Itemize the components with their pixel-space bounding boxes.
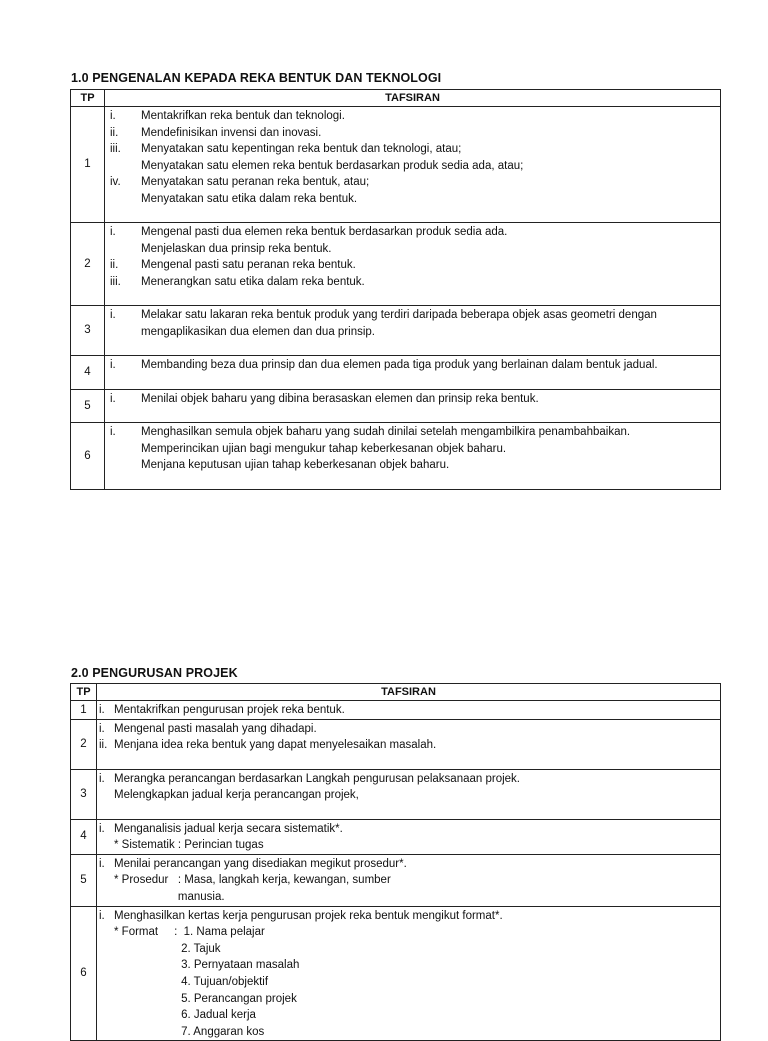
criterion-line: [97, 1024, 720, 1041]
header-tp: TP: [71, 90, 105, 107]
criterion-text: mengaplikasikan dua elemen dan dua prinsip.: [141, 325, 375, 338]
criterion-line: [97, 771, 720, 788]
table-row: [71, 769, 721, 819]
criterion-number: iii.: [110, 275, 121, 288]
criterion-text: Memperincikan ujian bagi mengukur tahap keberkesanan objek baharu.: [141, 442, 507, 455]
criterion-text: Melengkapkan jadual kerja perancangan projek,: [114, 789, 359, 802]
criterion-line: [105, 357, 720, 374]
table-row: [71, 819, 721, 854]
tafsiran-cell: [97, 701, 721, 720]
tp-level-cell: 6: [71, 423, 105, 490]
section1-title: 1.0 PENGENALAN KEPADA REKA BENTUK DAN TEKNOLOGI: [71, 71, 442, 85]
criterion-text: Menganalisis jadual kerja secara sistematik*.: [114, 822, 343, 835]
criterion-number: [97, 941, 114, 958]
criterion-number: ii.: [99, 739, 108, 752]
criterion-line: [97, 821, 720, 838]
tafsiran-cell: [105, 107, 721, 223]
header-tafsiran: TAFSIRAN: [97, 684, 721, 701]
section1-table: [70, 89, 721, 490]
criterion-number: [105, 324, 141, 341]
criterion-line: [97, 924, 720, 941]
criterion-line: [97, 941, 720, 958]
criterion-text: Mengenal pasti dua elemen reka bentuk berdasarkan produk sedia ada.: [141, 226, 508, 238]
criterion-line: [97, 856, 720, 873]
criterion-text: 6. Jadual kerja: [114, 1009, 256, 1022]
criterion-line: [97, 991, 720, 1008]
criterion-number: [105, 441, 141, 458]
criterion-text: Mentakrifkan pengurusan projek reka bentuk.: [114, 704, 345, 716]
criterion-text: Mentakrifkan reka bentuk dan teknologi.: [141, 110, 345, 122]
tafsiran-cell: [97, 854, 721, 906]
criterion-number: [97, 1024, 114, 1041]
criterion-number: [97, 787, 114, 804]
criterion-text: Mengenal pasti masalah yang dihadapi.: [114, 722, 317, 735]
criterion-text: Menyatakan satu kepentingan reka bentuk dan teknologi, atau;: [141, 143, 462, 156]
tp-level-cell: 5: [71, 390, 105, 423]
criterion-text: Menghasilkan semula objek baharu yang sudah dinilai setelah mengambilkira penambahbaikan.: [141, 426, 631, 438]
tafsiran-cell: [105, 356, 721, 390]
criterion-number: [97, 872, 114, 889]
table-row: [71, 356, 721, 390]
criterion-number: i.: [110, 426, 116, 438]
criterion-number: iv.: [110, 176, 121, 189]
criterion-text: 4. Tujuan/objektif: [114, 975, 269, 988]
criterion-text: Menyatakan satu etika dalam reka bentuk.: [141, 192, 358, 205]
table-row: [71, 390, 721, 423]
table-row: [71, 423, 721, 490]
criterion-text: 5. Perancangan projek: [114, 992, 297, 1005]
criterion-number: ii.: [110, 126, 119, 139]
tafsiran-cell: [105, 390, 721, 423]
criterion-number: i.: [99, 704, 105, 716]
criterion-number: i.: [110, 393, 116, 405]
criterion-text: * Prosedur : Masa, langkah kerja, kewangan, sumber: [114, 874, 391, 887]
table-row: [71, 223, 721, 306]
table-row: [71, 107, 721, 223]
criterion-line: [105, 158, 720, 175]
criterion-line: [97, 1007, 720, 1024]
criterion-number: i.: [99, 722, 105, 735]
criterion-line: [105, 441, 720, 458]
criterion-line: [105, 174, 720, 191]
criterion-number: i.: [99, 772, 105, 785]
table-row: [71, 719, 721, 769]
criterion-line: [97, 908, 720, 925]
criterion-number: i.: [110, 309, 116, 321]
tp-level-cell: 6: [71, 906, 97, 1041]
criterion-number: [97, 1007, 114, 1024]
criterion-line: [97, 737, 720, 754]
criterion-line: [105, 191, 720, 208]
header-tp: TP: [71, 684, 97, 701]
tafsiran-cell: [97, 769, 721, 819]
criterion-text: Menilai objek baharu yang dibina berasaskan elemen dan prinsip reka bentuk.: [141, 393, 539, 405]
criterion-number: iii.: [110, 143, 121, 156]
tp-level-cell: 2: [71, 719, 97, 769]
criterion-number: [97, 837, 114, 854]
criterion-number: [105, 457, 141, 474]
criterion-number: [97, 974, 114, 991]
tp-level-cell: 1: [71, 107, 105, 223]
criterion-text: manusia.: [114, 890, 225, 903]
criterion-text: Menjana idea reka bentuk yang dapat menyelesaikan masalah.: [114, 739, 437, 752]
tafsiran-cell: [105, 423, 721, 490]
criterion-line: [105, 241, 720, 258]
criterion-number: [97, 991, 114, 1008]
section2-title: 2.0 PENGURUSAN PROJEK: [71, 666, 238, 680]
criterion-text: Menerangkan satu etika dalam reka bentuk.: [141, 275, 365, 288]
criterion-line: [97, 957, 720, 974]
tafsiran-cell: [105, 306, 721, 356]
criterion-line: [105, 257, 720, 274]
criterion-number: i.: [110, 226, 116, 238]
criterion-line: [105, 424, 720, 441]
table-header-row: [71, 684, 721, 701]
criterion-line: [97, 889, 720, 906]
table-header-row: [71, 90, 721, 107]
tafsiran-cell: [105, 223, 721, 306]
criterion-line: [105, 324, 720, 341]
criterion-line: [105, 457, 720, 474]
criterion-line: [105, 274, 720, 291]
criterion-number: i.: [99, 857, 105, 870]
criterion-line: [105, 125, 720, 142]
section2-table: [70, 683, 721, 1041]
tafsiran-cell: [97, 719, 721, 769]
tafsiran-cell: [97, 906, 721, 1041]
header-tafsiran: TAFSIRAN: [105, 90, 721, 107]
criterion-text: Membanding beza dua prinsip dan dua elemen pada tiga produk yang berlainan dalam bentuk jadual.: [141, 359, 658, 371]
criterion-text: * Sistematik : Perincian tugas: [114, 839, 264, 852]
tp-level-cell: 4: [71, 819, 97, 854]
table-row: [71, 306, 721, 356]
criterion-line: [105, 108, 720, 125]
tp-level-cell: 5: [71, 854, 97, 906]
tp-level-cell: 3: [71, 306, 105, 356]
table-row: [71, 906, 721, 1041]
criterion-number: i.: [99, 822, 105, 835]
criterion-text: Melakar satu lakaran reka bentuk produk yang terdiri daripada beberapa objek asas geometri dengan: [141, 309, 657, 321]
tp-level-cell: 4: [71, 356, 105, 390]
tp-level-cell: 3: [71, 769, 97, 819]
criterion-number: [105, 241, 141, 258]
table-row: [71, 701, 721, 720]
criterion-number: ii.: [110, 259, 119, 272]
criterion-line: [105, 391, 720, 408]
criterion-number: i.: [99, 909, 105, 922]
criterion-line: [105, 141, 720, 158]
criterion-text: Mendefinisikan invensi dan inovasi.: [141, 126, 322, 139]
criterion-text: 7. Anggaran kos: [114, 1025, 265, 1038]
criterion-text: 3. Pernyataan masalah: [114, 959, 300, 972]
tp-level-cell: 2: [71, 223, 105, 306]
criterion-number: i.: [110, 110, 116, 122]
criterion-line: [97, 872, 720, 889]
tafsiran-cell: [97, 819, 721, 854]
criterion-number: [97, 924, 114, 941]
criterion-number: [105, 158, 141, 175]
criterion-line: [97, 721, 720, 738]
criterion-line: [97, 702, 720, 719]
criterion-text: 2. Tajuk: [114, 942, 221, 955]
criterion-text: Menyatakan satu elemen reka bentuk berdasarkan produk sedia ada, atau;: [141, 159, 524, 172]
criterion-text: Menjelaskan dua prinsip reka bentuk.: [141, 242, 332, 255]
criterion-text: Menyatakan satu peranan reka bentuk, atau;: [141, 176, 370, 189]
criterion-number: [97, 957, 114, 974]
criterion-text: Menghasilkan kertas kerja pengurusan projek reka bentuk mengikut format*.: [114, 909, 503, 922]
criterion-text: Mengenal pasti satu peranan reka bentuk.: [141, 259, 356, 272]
tp-level-cell: 1: [71, 701, 97, 720]
table-body: [71, 107, 721, 490]
criterion-text: * Format : 1. Nama pelajar: [114, 926, 265, 939]
criterion-line: [97, 787, 720, 804]
criterion-number: [105, 191, 141, 208]
table-row: [71, 854, 721, 906]
criterion-line: [105, 307, 720, 324]
criterion-text: Menilai perancangan yang disediakan megikut prosedur*.: [114, 857, 407, 870]
criterion-number: [97, 889, 114, 906]
criterion-line: [97, 974, 720, 991]
table-body: [71, 701, 721, 1041]
criterion-line: [105, 224, 720, 241]
criterion-text: Merangka perancangan berdasarkan Langkah pengurusan pelaksanaan projek.: [114, 772, 520, 785]
criterion-line: [97, 837, 720, 854]
criterion-number: i.: [110, 359, 116, 371]
criterion-text: Menjana keputusan ujian tahap keberkesanan objek baharu.: [141, 459, 450, 472]
